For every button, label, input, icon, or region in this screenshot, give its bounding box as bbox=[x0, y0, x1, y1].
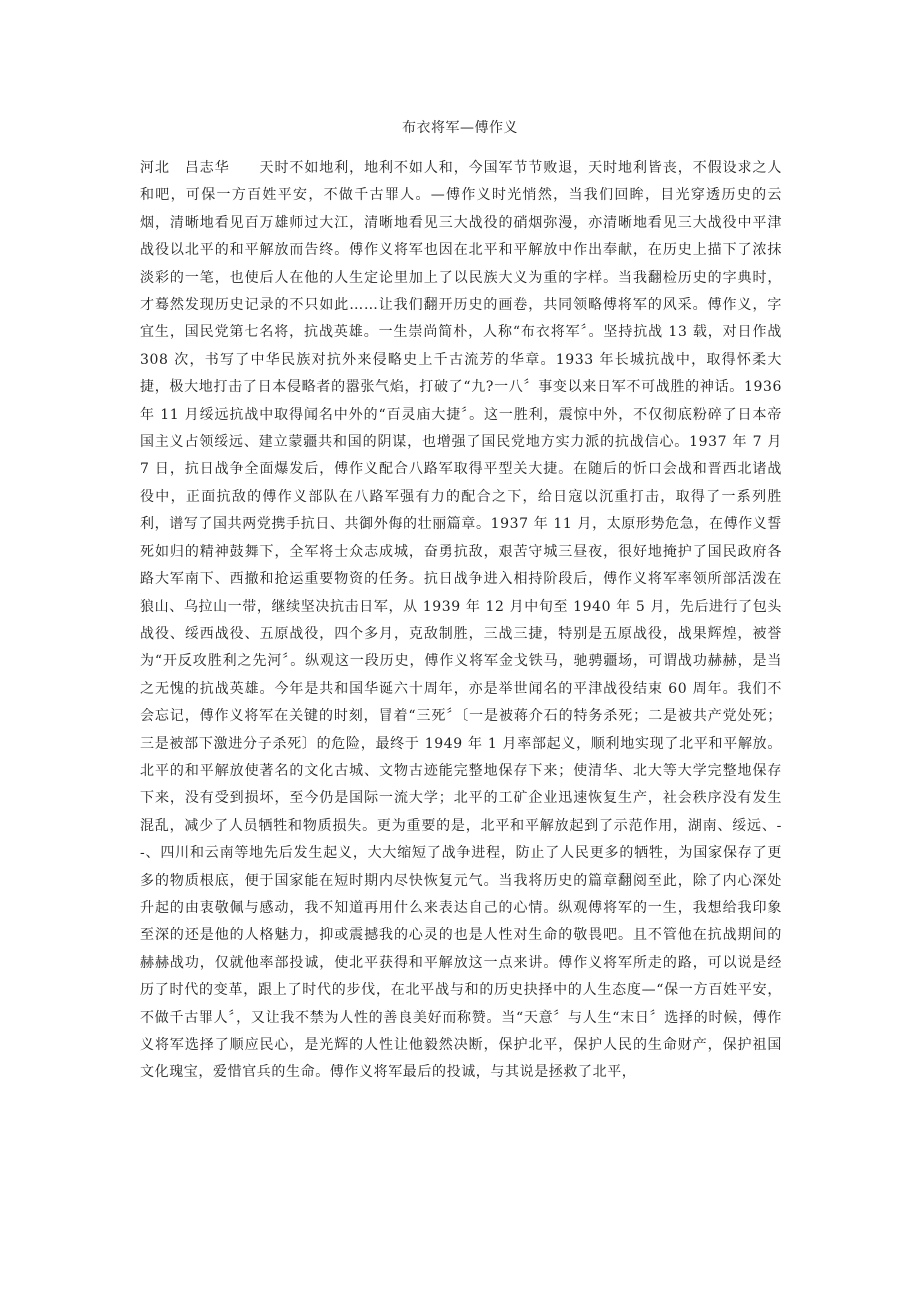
author-line: 河北 吕志华 bbox=[140, 160, 260, 176]
document-body bbox=[140, 155, 782, 1087]
document-title: 布衣将军—傅作义 bbox=[402, 120, 518, 136]
body-text: 天时不如地利，地利不如人和，今国军节节败退，天时地利皆丧，不假设求之人和吧，可保一方百姓平安，不做千古罪人。—傅作义时光悄然，当我们回眸，目光穿透历史的云烟，清晰地看见百万雄师过大江，清晰地看见三大战役的硝烟弥漫，亦清晰地看见三大战役中平津战役以北平的和平解放而告终。傅作义将军也因在北平和平解放中作出奉献，在历史上描下了浓抹淡彩的一笔，也使后人在他的人生定论里加上了以民族大义为重的字样。当我翻检历史的字典时，才蓦然发现历史记录的不只如此……让我们翻开历史的画卷，共同领略傅将军的风采。傅作义，字宜生，国民党第七名将，抗战英雄。一生崇尚简朴，人称“布衣将军〞。坚持抗战 13 载，对日作战 308 次，书写了中华民族对抗外来侵略史上千古流芳的华章。1933 年长城抗战中，取得怀柔大捷，极大地打击了日本侵略者的嚣张气焰，打破了“九?一八〞事变以来日军不可战胜的神话。1936 年 11 月绥远抗战中取得闻名中外的“百灵庙大捷〞。这一胜利，震惊中外，不仅彻底粉碎了日本帝国主义占领绥远、建立蒙疆共和国的阴谋，也增强了国民党地方实力派的抗战信心。1937 年 7 月 7 日，抗日战争全面爆发后，傅作义配合八路军取得平型关大捷。在随后的忻口会战和晋西北诸战役中，正面抗敌的傅作义部队在八路军强有力的配合之下，给日寇以沉重打击，取得了一系列胜利，谱写了国共两党携手抗日、共御外侮的壮丽篇章。1937 年 11 月，太原形势危急，在傅作义誓死如归的精神鼓舞下，全军将士众志成城，奋勇抗敌，艰苦守城三昼夜，很好地掩护了国民政府各路大军南下、西撤和抢运重要物资的任务。抗日战争进入相持阶段后，傅作义将军率领所部活泼在狼山、乌拉山一带，继续坚决抗击日军，从 1939 年 12 月中旬至 1940 年 5 月，先后进行了包头战役、绥西战役、五原战役，四个多月，克敌制胜，三战三捷，特别是五原战役，战果辉煌，被誉为“开反攻胜利之先河〞。纵观这一段历史，傅作义将军金戈铁马，驰骋疆场，可谓战功赫赫，是当之无愧的抗战英雄。今年是共和国华诞六十周年，亦是举世闻名的平津战役结束 60 周年。我们不会忘记，傅作义将军在关键的时刻，冒着“三死〞〔一是被蒋介石的特务杀死；二是被共产党处死；三是被部下激进分子杀死〕的危险，最终于 1949 年 1 月率部起义，顺利地实现了北平和平解放。北平的和平解放使著名的文化古城、文物古迹能完整地保存下来；使清华、北大等大学完整地保存下来，没有受到损坏，至今仍是国际一流大学；北平的工矿企业迅速恢复生产，社会秩序没有发生混乱，减少了人员牺牲和物质损失。更为重要的是，北平和平解放起到了示范作用，湖南、绥远、--、四川和云南等地先后发生起义，大大缩短了战争进程，防止了人民更多的牺牲，为国家保存了更多的物质根底，便于国家能在短时期内尽快恢复元气。当我将历史的篇章翻阅至此，除了内心深处升起的由衷敬佩与感动，我不知道再用什么来表达自己的心情。纵观傅将军的一生，我想给我印象至深的还是他的人格魅力，抑或震撼我的心灵的也是人性对生命的敬畏吧。且不管他在抗战期间的赫赫战功，仅就他率部投诚，使北平获得和平解放这一点来讲。傅作义将军所走的路，可以说是经历了时代的变革，跟上了时代的步伐，在北平战与和的历史抉择中的人生态度—“保一方百姓平安，不做千古罪人〞，又让我不禁为人性的善良美好而称赞。当“天意〞与人生“末日〞选择的时候，傅作义将军选择了顺应民心，是光辉的人性让他毅然决断，保护北平，保护人民的生命财产，保护祖国文化瑰宝，爱惜官兵的生命。傅作义将军最后的投诚，与其说是拯救了北平， bbox=[140, 160, 782, 1081]
